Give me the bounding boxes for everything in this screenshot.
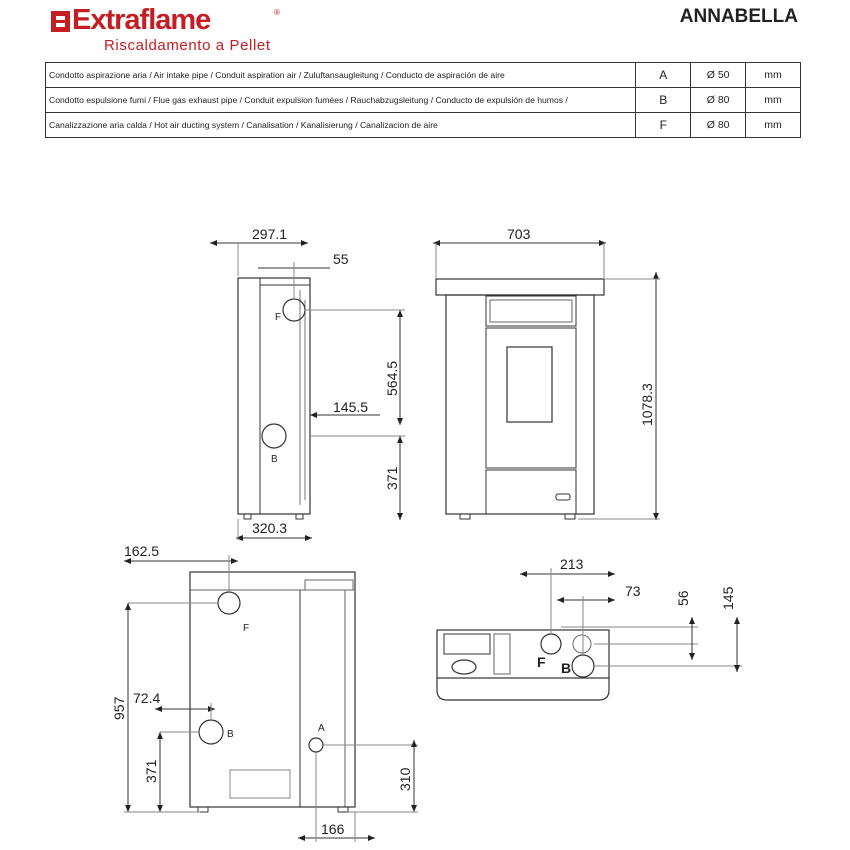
spec-diameter: Ø 80 — [691, 113, 746, 138]
top-label-f: F — [537, 654, 546, 670]
rear-body — [190, 572, 355, 807]
rear-f-outlet — [218, 592, 240, 614]
front-top — [436, 279, 604, 295]
front-grille-inner — [490, 300, 572, 322]
top-label-b: B — [561, 660, 572, 676]
rear-label-a: A — [318, 723, 325, 734]
rear-view — [124, 555, 418, 842]
side-front-panel — [238, 278, 260, 514]
rear-b-outlet — [199, 720, 223, 744]
spec-description: Condotto aspirazione aria / Air intake pipe / Conduit aspiration air / Zuluftansaugleitung / Conducto de aspiración de aire — [46, 63, 636, 88]
top-hatch — [452, 660, 476, 674]
model-name: ANNABELLA — [679, 6, 798, 27]
spec-code: B — [636, 88, 691, 113]
top-f-outlet — [541, 634, 561, 654]
spec-unit: mm — [746, 113, 801, 138]
top-front-curve — [437, 678, 609, 700]
front-handle — [556, 494, 570, 500]
dim-side-depth: 297.1 — [252, 226, 288, 242]
dim-rear-f-offset: 162.5 — [124, 543, 160, 559]
dim-front-height: 1078.3 — [639, 383, 655, 426]
rear-grille — [305, 580, 353, 590]
front-foot — [565, 514, 575, 519]
side-foot — [296, 514, 303, 519]
dim-side-b-height: 371 — [384, 466, 400, 490]
dim-top-145: 145 — [720, 586, 736, 610]
dim-side-offset: 55 — [333, 251, 349, 267]
rear-label-b: B — [227, 729, 234, 740]
top-b-outlet — [572, 655, 594, 677]
rear-vent — [230, 770, 290, 798]
rear-foot — [338, 807, 348, 812]
spec-diameter: Ø 50 — [691, 63, 746, 88]
rear-foot — [198, 807, 208, 812]
side-label-f: F — [275, 312, 282, 323]
spec-diameter: Ø 80 — [691, 88, 746, 113]
dim-side-b-offset: 145.5 — [333, 399, 369, 415]
side-foot — [244, 514, 251, 519]
spec-code: F — [636, 113, 691, 138]
dim-side-base: 320.3 — [252, 520, 288, 536]
dim-top-56: 56 — [675, 590, 691, 606]
dim-top-73: 73 — [625, 583, 641, 599]
side-body — [238, 278, 310, 514]
top-coil — [573, 635, 591, 653]
top-grille — [494, 634, 510, 674]
brand-name: Extraflame — [72, 4, 211, 36]
spec-unit: mm — [746, 88, 801, 113]
front-foot — [460, 514, 470, 519]
dim-front-width: 703 — [507, 226, 531, 242]
front-view — [433, 243, 660, 520]
dim-rear-a-height: 310 — [397, 767, 413, 791]
dim-rear-b-height: 371 — [143, 759, 159, 783]
rear-a-inlet — [309, 738, 323, 752]
side-view — [210, 243, 405, 540]
spec-description: Condotto espulsione fumi / Flue gas exhaust pipe / Conduit expulsion fumées / Rauchabzugsleitung / Conducto de expulsión de humos / — [46, 88, 636, 113]
dim-rear-total-height: 957 — [111, 696, 127, 720]
side-b-outlet — [262, 424, 286, 448]
dim-rear-a-offset: 166 — [321, 821, 345, 837]
front-door — [486, 328, 576, 468]
front-glass — [507, 347, 552, 422]
top-panel — [444, 634, 490, 654]
dim-top-213: 213 — [560, 556, 584, 572]
dim-side-f-height: 564.5 — [384, 360, 400, 396]
dim-rear-b-offset: 72.4 — [133, 690, 161, 706]
registered-mark: ® — [274, 8, 280, 17]
brand-subtitle: Riscaldamento a Pellet — [104, 37, 271, 54]
spec-code: A — [636, 63, 691, 88]
top-view — [437, 568, 742, 700]
rear-label-f: F — [243, 623, 250, 634]
front-ash-drawer — [486, 470, 576, 514]
spec-description: Canalizzazione aria calda / Hot air ducting system / Canalisation / Kanalisierung / Canalizacion de aire — [46, 113, 636, 138]
side-label-b: B — [271, 454, 278, 465]
side-f-outlet — [283, 299, 305, 321]
spec-unit: mm — [746, 63, 801, 88]
